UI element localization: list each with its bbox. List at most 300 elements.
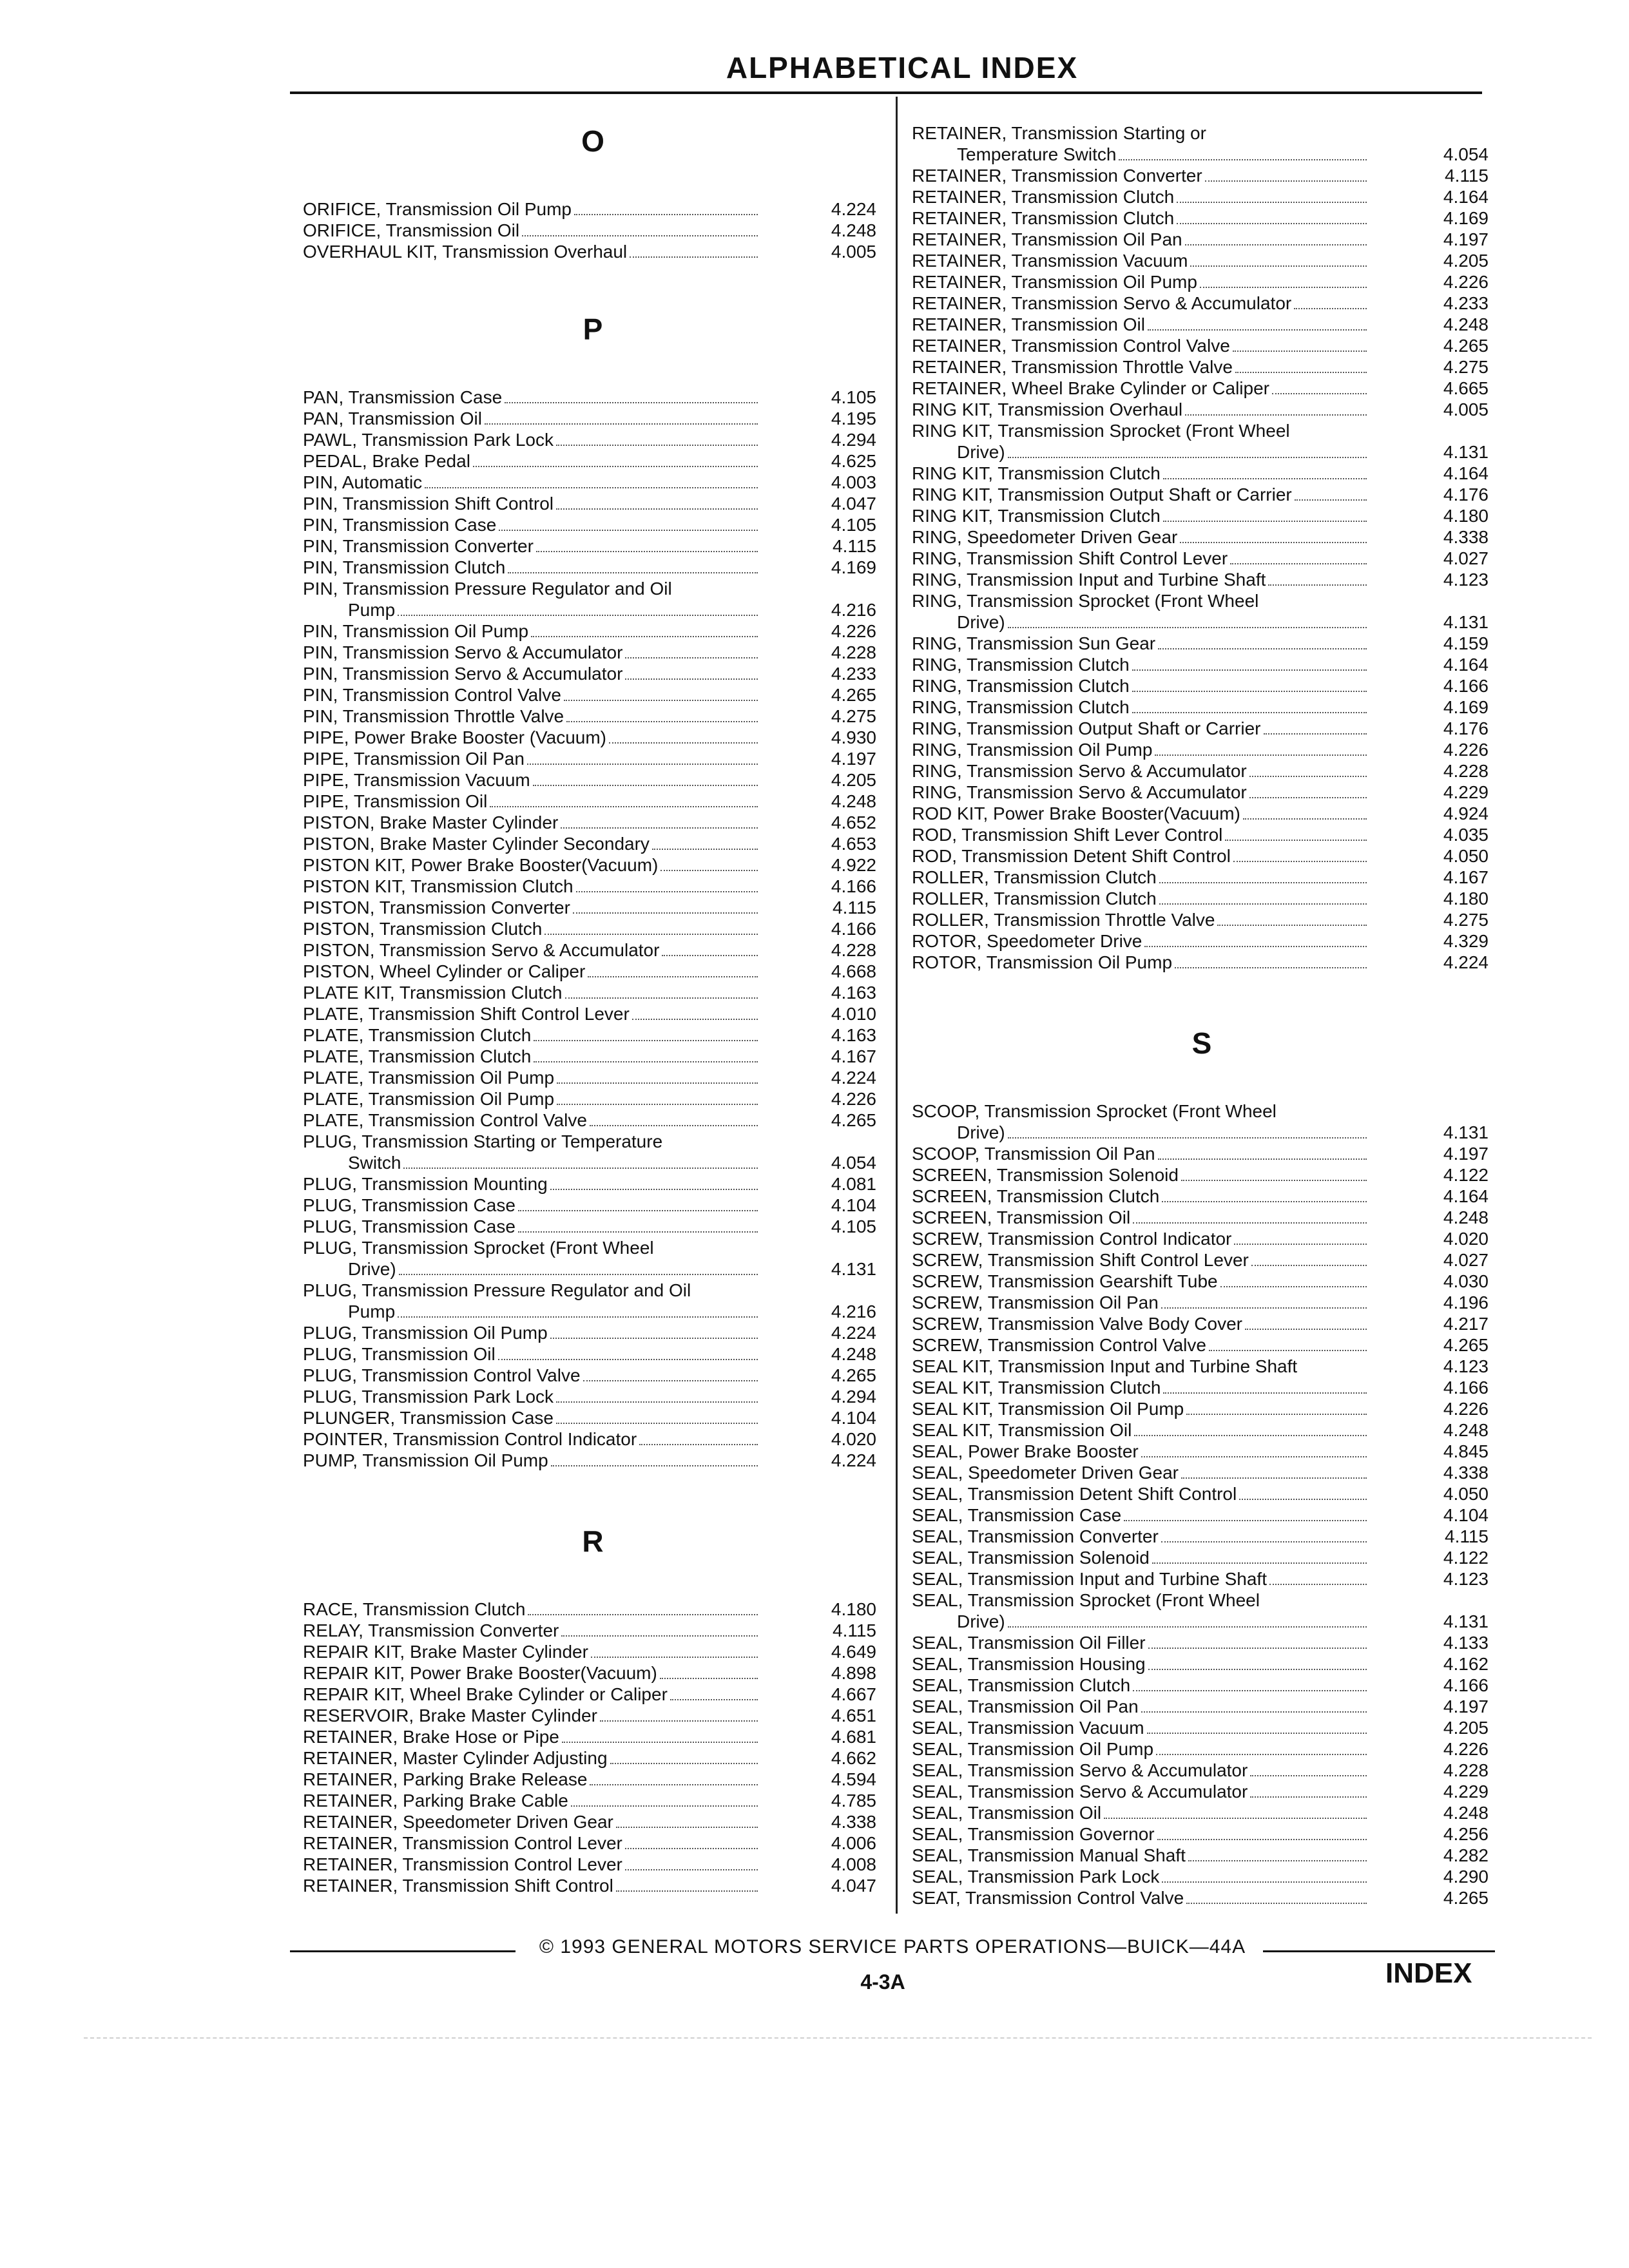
section-spacer xyxy=(303,1560,883,1599)
entry-page-ref: 4.164 xyxy=(1443,463,1489,483)
dot-leader xyxy=(1161,1307,1367,1309)
index-entry xyxy=(303,961,883,982)
dot-leader xyxy=(1133,1690,1367,1691)
dot-leader xyxy=(632,1019,758,1020)
index-entry xyxy=(912,930,1495,952)
entry-name: PIPE, Transmission Vacuum xyxy=(303,770,530,790)
entry-name: PLUG, Transmission Park Lock xyxy=(303,1387,554,1407)
index-entry xyxy=(303,833,883,854)
dot-leader xyxy=(1162,1881,1367,1883)
entry-page-ref: 4.290 xyxy=(1443,1867,1489,1887)
entry-page-ref: 4.233 xyxy=(831,664,876,684)
index-entry xyxy=(303,1024,883,1046)
entry-page-ref: 4.164 xyxy=(1443,655,1489,675)
index-entry xyxy=(912,1760,1495,1781)
index-entry xyxy=(303,1599,883,1620)
dot-leader xyxy=(1162,1201,1367,1202)
title-rule xyxy=(290,91,1482,94)
dot-leader xyxy=(566,721,758,722)
dot-leader xyxy=(485,423,758,425)
index-entry xyxy=(912,186,1495,207)
section-spacer xyxy=(912,1062,1495,1100)
index-entry xyxy=(912,760,1495,782)
index-entry xyxy=(912,718,1495,739)
dot-leader xyxy=(1295,499,1367,501)
entry-page-ref: 4.035 xyxy=(1443,825,1489,845)
entry-name: RING, Transmission Oil Pump xyxy=(912,740,1153,760)
entry-page-ref: 4.338 xyxy=(831,1812,876,1832)
index-entry xyxy=(912,952,1495,973)
entry-name: Drive) xyxy=(957,1122,1005,1142)
dot-leader xyxy=(1180,542,1367,543)
entry-name: RING KIT, Transmission Sprocket (Front Wheel xyxy=(912,421,1290,441)
scan-artifact-line xyxy=(84,2037,1592,2039)
index-entry xyxy=(303,1152,883,1173)
entry-page-ref: 4.228 xyxy=(831,940,876,960)
dot-leader xyxy=(616,1890,758,1892)
entry-name: SEAL, Transmission Converter xyxy=(912,1526,1159,1546)
index-entry xyxy=(303,198,883,220)
index-entry xyxy=(912,1823,1495,1845)
index-entry xyxy=(912,505,1495,526)
entry-page-ref: 4.167 xyxy=(831,1046,876,1066)
section-spacer xyxy=(303,262,883,311)
entry-page-ref: 4.275 xyxy=(831,706,876,726)
entry-name: RING, Speedometer Driven Gear xyxy=(912,527,1178,547)
entry-name: RETAINER, Parking Brake Release xyxy=(303,1769,588,1789)
entry-name: SEAL, Transmission Oil Pump xyxy=(912,1739,1154,1759)
entry-page-ref: 4.197 xyxy=(1443,1696,1489,1716)
entry-page-ref: 4.667 xyxy=(831,1684,876,1704)
dot-leader xyxy=(590,1784,758,1785)
entry-name: PLUG, Transmission Sprocket (Front Wheel xyxy=(303,1238,654,1258)
index-entry xyxy=(912,1590,1495,1611)
index-entry xyxy=(912,739,1495,760)
dot-leader xyxy=(1141,1711,1367,1713)
dot-leader xyxy=(533,785,758,786)
dot-leader xyxy=(564,700,758,701)
dot-leader xyxy=(1177,202,1367,203)
index-entry xyxy=(303,429,883,450)
section-letter: S xyxy=(1191,1026,1212,1060)
entry-name: PAWL, Transmission Park Lock xyxy=(303,430,554,450)
dot-leader xyxy=(1148,1669,1367,1670)
dot-leader xyxy=(1181,1477,1367,1479)
entry-page-ref: 4.265 xyxy=(831,1365,876,1385)
dot-leader xyxy=(1157,1839,1367,1840)
index-entry xyxy=(912,548,1495,569)
entry-name: SCREW, Transmission Gearshift Tube xyxy=(912,1271,1218,1291)
entry-name: RING KIT, Transmission Output Shaft or Carrier xyxy=(912,485,1292,505)
index-entry xyxy=(303,620,883,642)
dot-leader xyxy=(1132,712,1367,713)
entry-name: SEAL, Transmission Sprocket (Front Wheel xyxy=(912,1590,1260,1610)
entry-page-ref: 4.652 xyxy=(831,812,876,832)
index-entry xyxy=(303,982,883,1003)
entry-name: REPAIR KIT, Power Brake Booster(Vacuum) xyxy=(303,1663,657,1683)
index-entry xyxy=(303,791,883,812)
index-entry xyxy=(912,1377,1495,1398)
entry-name: PLATE, Transmission Clutch xyxy=(303,1046,532,1066)
dot-leader xyxy=(652,849,758,850)
entry-page-ref: 4.229 xyxy=(1443,782,1489,802)
index-entry xyxy=(912,271,1495,293)
entry-name: RETAINER, Transmission Shift Control xyxy=(303,1876,613,1896)
entry-page-ref: 4.197 xyxy=(1443,229,1489,249)
entry-name: ROTOR, Speedometer Drive xyxy=(912,931,1142,951)
entry-name: Drive) xyxy=(957,612,1005,632)
entry-page-ref: 4.104 xyxy=(831,1195,876,1215)
index-entry xyxy=(912,1271,1495,1292)
index-entry xyxy=(303,1088,883,1110)
entry-name: SEAL, Transmission Governor xyxy=(912,1824,1155,1844)
entry-name: RETAINER, Transmission Control Valve xyxy=(912,336,1230,356)
entry-name: PIPE, Transmission Oil Pan xyxy=(303,749,525,769)
entry-page-ref: 4.115 xyxy=(833,536,876,556)
entry-page-ref: 4.176 xyxy=(1443,718,1489,738)
dot-leader xyxy=(639,1444,758,1445)
dot-leader xyxy=(1159,903,1367,905)
entry-name: PISTON, Transmission Converter xyxy=(303,898,570,918)
index-entry xyxy=(912,1398,1495,1419)
entry-name: SCREW, Transmission Control Valve xyxy=(912,1335,1206,1355)
entry-page-ref: 4.224 xyxy=(1443,952,1489,972)
entry-name: RESERVOIR, Brake Master Cylinder xyxy=(303,1706,597,1725)
dot-leader xyxy=(1158,648,1367,649)
entry-page-ref: 4.115 xyxy=(833,898,876,918)
index-entry xyxy=(912,697,1495,718)
entry-name: PIN, Transmission Clutch xyxy=(303,557,506,577)
entry-name: REPAIR KIT, Wheel Brake Cylinder or Caliper xyxy=(303,1684,668,1704)
index-entry xyxy=(303,1811,883,1832)
entry-page-ref: 4.265 xyxy=(1443,1888,1489,1908)
entry-page-ref: 4.030 xyxy=(1443,1271,1489,1291)
entry-name: RETAINER, Parking Brake Cable xyxy=(303,1791,568,1811)
dot-leader xyxy=(499,530,758,531)
entry-name: RETAINER, Transmission Throttle Valve xyxy=(912,357,1233,377)
dot-leader xyxy=(1132,691,1367,692)
index-entry xyxy=(912,1143,1495,1164)
index-entry xyxy=(912,1504,1495,1526)
entry-page-ref: 4.180 xyxy=(1443,889,1489,908)
entry-page-ref: 4.226 xyxy=(1443,1739,1489,1759)
entry-page-ref: 4.164 xyxy=(1443,1186,1489,1206)
index-entry xyxy=(912,356,1495,378)
entry-page-ref: 4.050 xyxy=(1443,1484,1489,1504)
entry-page-ref: 4.248 xyxy=(831,1344,876,1364)
entry-page-ref: 4.226 xyxy=(831,621,876,641)
index-entry xyxy=(912,803,1495,824)
index-entry xyxy=(912,1696,1495,1717)
entry-name: ROTOR, Transmission Oil Pump xyxy=(912,952,1173,972)
dot-leader xyxy=(490,806,758,807)
index-entry xyxy=(303,472,883,493)
entry-name: SEAL KIT, Transmission Oil xyxy=(912,1420,1132,1440)
entry-page-ref: 4.105 xyxy=(831,515,876,535)
index-entry xyxy=(912,1547,1495,1568)
entry-page-ref: 4.162 xyxy=(1443,1654,1489,1674)
entry-page-ref: 4.180 xyxy=(1443,506,1489,526)
index-entry xyxy=(912,611,1495,633)
entry-name: SEAL, Transmission Input and Turbine Shaft xyxy=(912,1569,1267,1589)
index-entry xyxy=(912,335,1495,356)
index-entry xyxy=(303,1110,883,1131)
dot-leader xyxy=(1158,1158,1367,1160)
entry-name: RING, Transmission Sun Gear xyxy=(912,633,1156,653)
entry-name: RING, Transmission Shift Control Lever xyxy=(912,548,1228,568)
entry-page-ref: 4.047 xyxy=(831,1876,876,1896)
dot-leader xyxy=(565,997,758,999)
dot-leader xyxy=(505,402,758,403)
dot-leader xyxy=(1124,1520,1367,1521)
dot-leader xyxy=(1250,1775,1367,1776)
entry-name: PISTON, Transmission Servo & Accumulator xyxy=(303,940,660,960)
dot-leader xyxy=(1104,1818,1367,1819)
entry-page-ref: 4.205 xyxy=(1443,1718,1489,1738)
entry-page-ref: 4.050 xyxy=(1443,846,1489,866)
dot-leader xyxy=(528,1614,758,1615)
entry-page-ref: 4.159 xyxy=(1443,633,1489,653)
entry-page-ref: 4.224 xyxy=(831,1450,876,1470)
index-entry xyxy=(912,1186,1495,1207)
dot-leader xyxy=(1233,861,1367,862)
index-entry xyxy=(303,387,883,408)
dot-leader xyxy=(610,1763,758,1764)
entry-name: PLUG, Transmission Case xyxy=(303,1195,516,1215)
entry-name: RING, Transmission Servo & Accumulator xyxy=(912,782,1247,802)
entry-name: SCREEN, Transmission Solenoid xyxy=(912,1165,1179,1185)
entry-page-ref: 4.651 xyxy=(831,1706,876,1725)
entry-name: RELAY, Transmission Converter xyxy=(303,1620,559,1640)
index-entry xyxy=(303,918,883,939)
index-entry xyxy=(912,1653,1495,1675)
entry-page-ref: 4.256 xyxy=(1443,1824,1489,1844)
entry-page-ref: 4.248 xyxy=(1443,1803,1489,1823)
column-divider xyxy=(896,97,898,1914)
entry-page-ref: 4.845 xyxy=(1443,1441,1489,1461)
dot-leader xyxy=(660,1678,758,1679)
index-entry xyxy=(912,1419,1495,1441)
entry-page-ref: 4.665 xyxy=(1443,378,1489,398)
entry-page-ref: 4.180 xyxy=(831,1599,876,1619)
entry-page-ref: 4.226 xyxy=(1443,740,1489,760)
dot-leader xyxy=(1264,733,1367,735)
dot-leader xyxy=(625,1869,758,1870)
entry-name: SEAL, Transmission Servo & Accumulator xyxy=(912,1782,1248,1802)
entry-name: SEAL, Transmission Case xyxy=(912,1505,1122,1525)
entry-name: PAN, Transmission Case xyxy=(303,387,503,407)
index-entry xyxy=(303,727,883,748)
entry-page-ref: 4.169 xyxy=(831,557,876,577)
index-entry xyxy=(912,1632,1495,1653)
index-entry xyxy=(303,1428,883,1450)
entry-page-ref: 4.054 xyxy=(831,1153,876,1173)
index-entry xyxy=(912,1228,1495,1249)
entry-name: PLATE, Transmission Shift Control Lever xyxy=(303,1004,630,1024)
entry-name: RETAINER, Transmission Control Lever xyxy=(303,1854,622,1874)
entry-page-ref: 4.131 xyxy=(831,1259,876,1279)
index-entry xyxy=(912,463,1495,484)
entry-name: SCREEN, Transmission Oil xyxy=(912,1207,1131,1227)
entry-page-ref: 4.338 xyxy=(1443,1463,1489,1483)
entry-page-ref: 4.131 xyxy=(1443,1122,1489,1142)
entry-name: PIN, Transmission Servo & Accumulator xyxy=(303,664,623,684)
dot-leader xyxy=(556,445,758,446)
entry-page-ref: 4.081 xyxy=(831,1174,876,1194)
entry-page-ref: 4.105 xyxy=(831,387,876,407)
entry-name: ROLLER, Transmission Throttle Valve xyxy=(912,910,1215,930)
section-letter: P xyxy=(583,312,603,346)
index-entry xyxy=(912,250,1495,271)
dot-leader xyxy=(1148,329,1367,331)
entry-name: RING, Transmission Clutch xyxy=(912,676,1130,696)
entry-page-ref: 4.338 xyxy=(1443,527,1489,547)
entry-page-ref: 4.930 xyxy=(831,727,876,747)
index-entry xyxy=(303,557,883,578)
index-entry xyxy=(912,909,1495,930)
dot-leader xyxy=(1152,1562,1367,1564)
entry-name: PIN, Transmission Oil Pump xyxy=(303,621,529,641)
dot-leader xyxy=(1200,287,1367,288)
entry-name: PIN, Transmission Pressure Regulator and Oil xyxy=(303,579,672,599)
entry-name: PUMP, Transmission Oil Pump xyxy=(303,1450,548,1470)
index-entry xyxy=(303,1790,883,1811)
entry-name: RETAINER, Transmission Converter xyxy=(912,166,1202,186)
entry-name: ORIFICE, Transmission Oil Pump xyxy=(303,199,572,219)
index-entry xyxy=(303,1875,883,1896)
dot-leader xyxy=(1141,1456,1367,1457)
index-entry xyxy=(912,1568,1495,1590)
dot-leader xyxy=(550,1338,758,1339)
entry-page-ref: 4.008 xyxy=(831,1854,876,1874)
entry-name: RING, Transmission Clutch xyxy=(912,697,1130,717)
entry-page-ref: 4.104 xyxy=(1443,1505,1489,1525)
entry-name: RETAINER, Transmission Oil Pump xyxy=(912,272,1197,292)
entry-page-ref: 4.166 xyxy=(831,919,876,939)
dot-leader xyxy=(1220,1286,1367,1287)
dot-leader xyxy=(556,1401,758,1403)
entry-name: SEAL, Transmission Oil xyxy=(912,1803,1102,1823)
dot-leader xyxy=(1163,521,1367,522)
entry-name: SEAL KIT, Transmission Oil Pump xyxy=(912,1399,1184,1419)
dot-leader xyxy=(1233,351,1367,352)
entry-name: RETAINER, Master Cylinder Adjusting xyxy=(303,1748,608,1768)
entry-name: ORIFICE, Transmission Oil xyxy=(303,220,520,240)
entry-page-ref: 4.924 xyxy=(1443,803,1489,823)
entry-name: PLATE, Transmission Clutch xyxy=(303,1025,532,1045)
index-entry xyxy=(303,1067,883,1088)
index-entry xyxy=(912,590,1495,611)
dot-leader xyxy=(527,764,758,765)
entry-page-ref: 4.216 xyxy=(831,600,876,620)
dot-leader xyxy=(1161,1541,1367,1542)
dot-leader xyxy=(1188,1860,1367,1861)
entry-name: SEAT, Transmission Control Valve xyxy=(912,1888,1184,1908)
section-spacer xyxy=(912,973,1495,1024)
entry-page-ref: 4.248 xyxy=(1443,314,1489,334)
index-entry xyxy=(912,1887,1495,1908)
entry-name: SEAL KIT, Transmission Clutch xyxy=(912,1378,1161,1398)
dot-leader xyxy=(498,1359,758,1360)
entry-name: RETAINER, Transmission Clutch xyxy=(912,208,1175,228)
dot-leader xyxy=(1163,1392,1367,1394)
dot-leader xyxy=(590,1125,758,1126)
entry-name: SCREW, Transmission Control Indicator xyxy=(912,1229,1232,1249)
index-entry xyxy=(303,1407,883,1428)
index-entry xyxy=(912,420,1495,441)
index-entry xyxy=(912,867,1495,888)
index-entry xyxy=(303,812,883,833)
entry-page-ref: 4.922 xyxy=(831,855,876,875)
entry-page-ref: 4.217 xyxy=(1443,1314,1489,1334)
index-entry xyxy=(303,535,883,557)
section-label: INDEX xyxy=(1385,1957,1472,1989)
dot-leader xyxy=(1177,223,1367,224)
entry-name: PLUG, Transmission Control Valve xyxy=(303,1365,581,1385)
entry-page-ref: 4.265 xyxy=(1443,336,1489,356)
entry-name: SEAL, Transmission Oil Filler xyxy=(912,1633,1146,1653)
dot-leader xyxy=(1008,627,1367,628)
entry-page-ref: 4.785 xyxy=(831,1791,876,1811)
entry-page-ref: 4.164 xyxy=(1443,187,1489,207)
section-letter: O xyxy=(581,124,604,158)
dot-leader xyxy=(1175,967,1367,968)
dot-leader xyxy=(545,934,758,935)
dot-leader xyxy=(518,1210,758,1211)
entry-name: SEAL, Transmission Housing xyxy=(912,1654,1146,1674)
dot-leader xyxy=(1249,776,1367,777)
index-entry xyxy=(912,1164,1495,1186)
dot-leader xyxy=(1147,1733,1367,1734)
dot-leader xyxy=(1249,797,1367,798)
entry-name: RING KIT, Transmission Clutch xyxy=(912,506,1161,526)
section-spacer xyxy=(303,348,883,387)
dot-leader xyxy=(561,827,758,829)
index-entry xyxy=(303,684,883,706)
entry-page-ref: 4.233 xyxy=(1443,293,1489,313)
section-spacer xyxy=(303,1471,883,1523)
entry-name: RETAINER, Transmission Starting or xyxy=(912,123,1206,143)
entry-name: ROLLER, Transmission Clutch xyxy=(912,867,1157,887)
entry-page-ref: 4.625 xyxy=(831,451,876,471)
index-entry xyxy=(912,207,1495,229)
index-entry xyxy=(303,220,883,241)
entry-page-ref: 4.166 xyxy=(1443,676,1489,696)
entry-name: RING, Transmission Output Shaft or Carrier xyxy=(912,718,1261,738)
index-entry xyxy=(303,1216,883,1237)
entry-page-ref: 4.265 xyxy=(1443,1335,1489,1355)
dot-leader xyxy=(557,1082,758,1084)
dot-leader xyxy=(1134,1435,1367,1436)
entry-page-ref: 4.216 xyxy=(831,1302,876,1321)
entry-name: PISTON KIT, Power Brake Booster(Vacuum) xyxy=(303,855,659,875)
dot-leader xyxy=(1239,1499,1367,1500)
index-entry xyxy=(303,1726,883,1747)
entry-page-ref: 4.131 xyxy=(1443,1611,1489,1631)
dot-leader xyxy=(522,235,758,236)
dot-leader xyxy=(670,1699,758,1700)
index-entry xyxy=(303,408,883,429)
dot-leader xyxy=(403,1168,758,1169)
entry-page-ref: 4.294 xyxy=(831,430,876,450)
entry-page-ref: 4.047 xyxy=(831,494,876,514)
entry-name: RETAINER, Transmission Clutch xyxy=(912,187,1175,207)
index-entry xyxy=(303,1854,883,1875)
dot-leader xyxy=(1185,244,1367,245)
entry-name: SEAL, Transmission Park Lock xyxy=(912,1867,1160,1887)
dot-leader xyxy=(1185,414,1367,416)
entry-page-ref: 4.226 xyxy=(831,1089,876,1109)
